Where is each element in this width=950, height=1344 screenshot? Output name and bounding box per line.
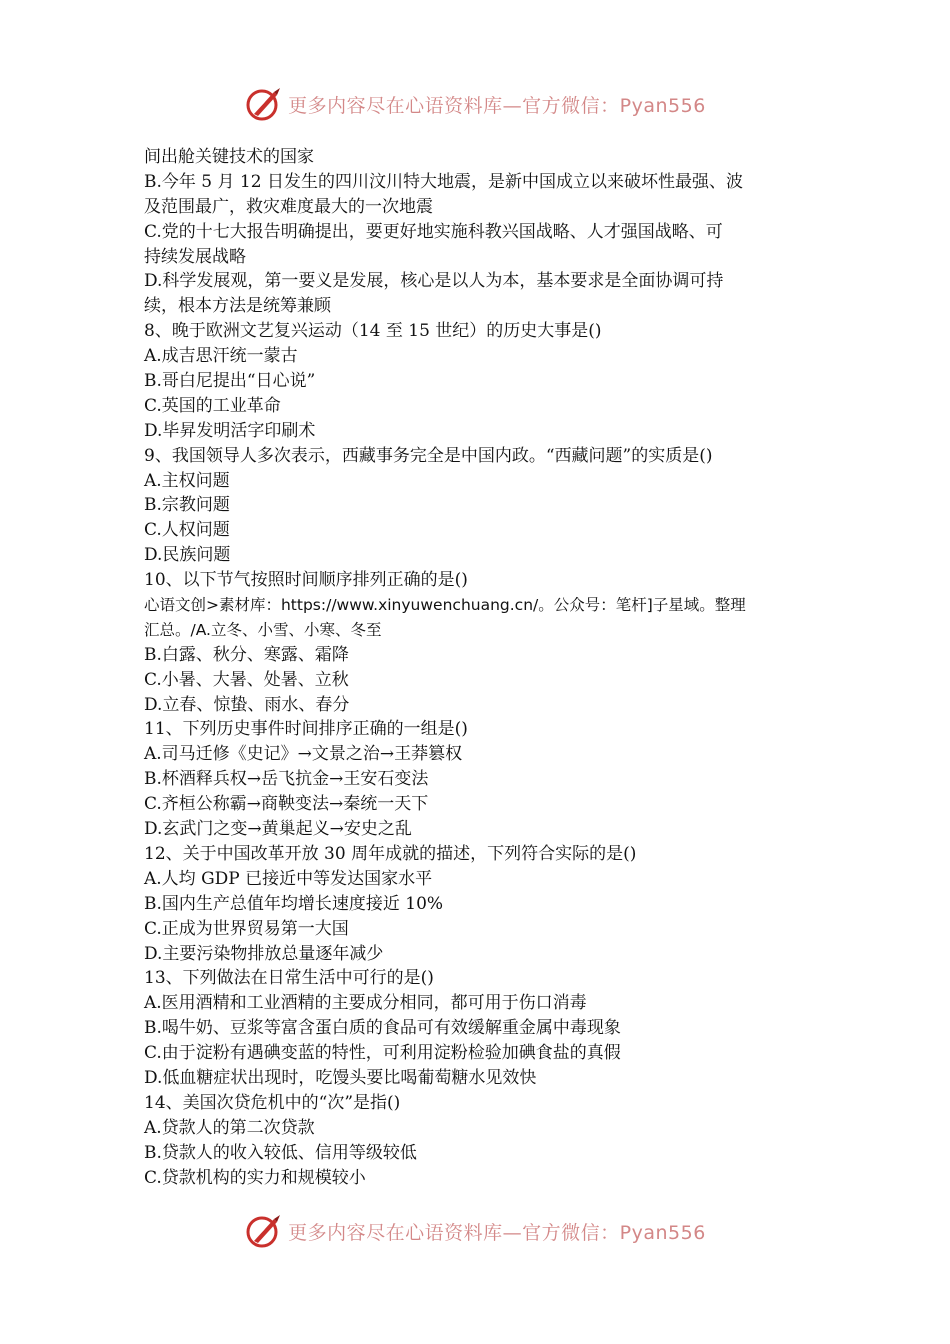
option-line: C.贷款机构的实力和规模较小 bbox=[144, 1167, 366, 1188]
option-line: D.玄武门之变→黄巢起义→安史之乱 bbox=[144, 819, 412, 840]
option-line: A.人均 GDP 已接近中等发达国家水平 bbox=[144, 868, 433, 889]
option-line: A.成吉思汗统一蒙古 bbox=[144, 346, 298, 367]
option-line: B.国内生产总值年均增长速度接近 10% bbox=[144, 893, 444, 914]
document-body bbox=[144, 145, 814, 1190]
question-10: 10、以下节气按照时间顺序排列正确的是() bbox=[144, 570, 468, 591]
option-line: C.英国的工业革命 bbox=[144, 395, 281, 416]
option-line: C.正成为世界贸易第一大国 bbox=[144, 918, 349, 939]
option-line: A.主权问题 bbox=[144, 470, 230, 491]
option-line: B.喝牛奶、豆浆等富含蛋白质的食品可有效缓解重金属中毒现象 bbox=[144, 1018, 621, 1039]
footer-watermark-banner bbox=[0, 1209, 950, 1253]
text-line: D.科学发展观，第一要义是发展，核心是以人为本，基本要求是全面协调可持 bbox=[144, 271, 724, 292]
option-line: C.由于淀粉有遇碘变蓝的特性，可利用淀粉检验加碘食盐的真假 bbox=[144, 1043, 621, 1064]
option-line: A.司马迁修《史记》→文景之治→王莽篡权 bbox=[144, 744, 463, 765]
option-line: B.白露、秋分、寒露、霜降 bbox=[144, 644, 349, 665]
option-line: B.贷款人的收入较低、信用等级较低 bbox=[144, 1142, 417, 1163]
option-line: B.杯酒释兵权→岳飞抗金→王安石变法 bbox=[144, 769, 429, 790]
text-line: 续，根本方法是统筹兼顾 bbox=[144, 296, 331, 317]
option-line: D.主要污染物排放总量逐年减少 bbox=[144, 943, 384, 964]
option-line: B.宗教问题 bbox=[144, 495, 230, 516]
option-line: C.人权问题 bbox=[144, 520, 230, 541]
question-8: 8、晚于欧洲文艺复兴运动（14 至 15 世纪）的历史大事是() bbox=[144, 321, 602, 342]
option-line: A.贷款人的第二次贷款 bbox=[144, 1117, 315, 1138]
option-line: C.小暑、大暑、处暑、立秋 bbox=[144, 669, 349, 690]
banner-text: 更多内容尽在心语资料库—官方微信：Pyan556 bbox=[288, 94, 706, 117]
option-line: D.立春、惊蛰、雨水、春分 bbox=[144, 694, 350, 715]
text-line: 持续发展战略 bbox=[144, 246, 246, 267]
option-line: D.毕昇发明活字印刷术 bbox=[144, 420, 316, 441]
option-line: C.齐桓公称霸→商鞅变法→秦统一天下 bbox=[144, 794, 429, 815]
question-12: 12、关于中国改革开放 30 周年成就的描述，下列符合实际的是() bbox=[144, 843, 637, 864]
inserted-promo-line: 汇总。/A.立冬、小雪、小寒、冬至 bbox=[144, 620, 382, 639]
option-line: D.民族问题 bbox=[144, 545, 231, 566]
question-13: 13、下列做法在日常生活中可行的是() bbox=[144, 968, 434, 989]
question-9: 9、我国领导人多次表示，西藏事务完全是中国内政。“西藏问题”的实质是() bbox=[144, 445, 713, 466]
inserted-promo-line: 心语文创>素材库：https://www.xinyuwenchuang.cn/。公众号：笔杆]子星域。整理 bbox=[144, 596, 746, 615]
header-watermark-banner bbox=[0, 82, 950, 126]
banner-text: 更多内容尽在心语资料库—官方微信：Pyan556 bbox=[288, 1221, 706, 1244]
option-line: D.低血糖症状出现时，吃馒头要比喝葡萄糖水见效快 bbox=[144, 1067, 537, 1088]
text-line: 间出舱关键技术的国家 bbox=[144, 147, 314, 167]
question-11: 11、下列历史事件时间排序正确的一组是() bbox=[144, 719, 468, 740]
quill-logo-icon bbox=[244, 1211, 284, 1251]
text-line: 及范围最广，救灾难度最大的一次地震 bbox=[144, 196, 433, 217]
option-line: A.医用酒精和工业酒精的主要成分相同，都可用于伤口消毒 bbox=[144, 993, 587, 1014]
text-line: B.今年 5 月 12 日发生的四川汶川特大地震，是新中国成立以来破坏性最强、波 bbox=[144, 171, 743, 192]
question-14: 14、美国次贷危机中的“次”是指() bbox=[144, 1092, 401, 1113]
quill-logo-icon bbox=[244, 84, 284, 124]
text-line: C.党的十七大报告明确提出，要更好地实施科教兴国战略、人才强国战略、可 bbox=[144, 221, 723, 242]
option-line: B.哥白尼提出“日心说” bbox=[144, 371, 316, 392]
